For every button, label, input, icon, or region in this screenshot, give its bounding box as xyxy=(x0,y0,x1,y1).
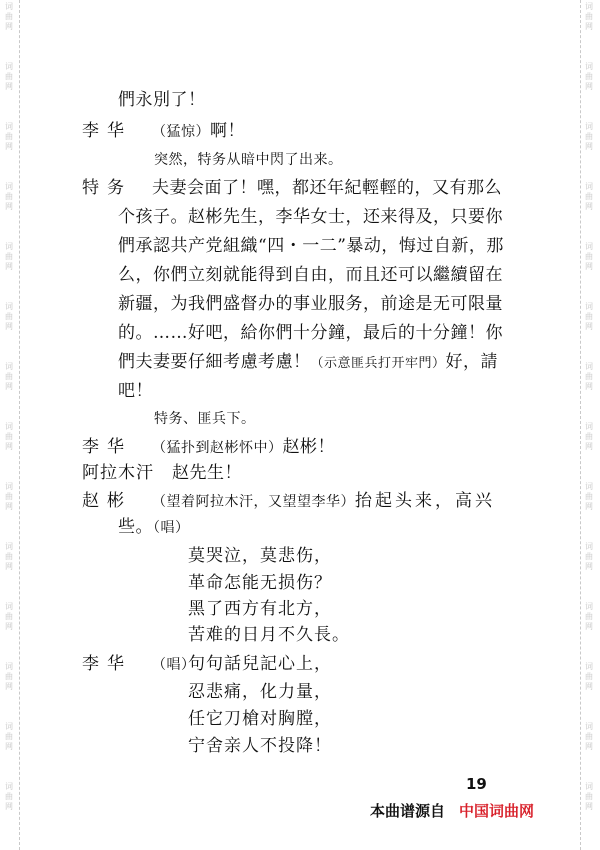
dialogue-line xyxy=(118,351,498,375)
dialogue-line: 的。……好吧，給你們十分鐘，最后的十分鐘！你 xyxy=(118,323,503,343)
dialogue-line: 吧！ xyxy=(118,381,153,401)
watermark-text: 词曲网 xyxy=(585,122,593,151)
watermark-text: 词曲网 xyxy=(5,122,13,151)
dialogue-line xyxy=(118,516,190,539)
dialogue-text: 們夫妻要仔細考慮考慮！ xyxy=(118,352,311,372)
dialogue-text: 好，請 xyxy=(445,352,499,372)
verse-line: 莫哭泣，莫悲伤， xyxy=(188,546,332,566)
verse-line: 革命怎能无损伤？ xyxy=(188,573,332,593)
watermark-text: 词曲网 xyxy=(585,2,593,31)
watermark-text: 词曲网 xyxy=(5,602,13,631)
watermark-text: 词曲网 xyxy=(5,542,13,571)
footer-site-link[interactable]: 中国词曲网 xyxy=(459,802,535,820)
watermark-text: 词曲网 xyxy=(5,422,13,451)
verse-line: 苦难的日月不久長。 xyxy=(188,625,350,645)
speaker-name: 特务 xyxy=(82,178,132,198)
speaker-name: 李华 xyxy=(82,654,132,674)
dialogue-line: 个孩子。赵彬先生，李华女士，还来得及，只要你 xyxy=(118,207,503,227)
left-margin-rule xyxy=(19,0,20,850)
dialogue-line: 們承認共产党組織“四・一二”暴动，悔过自新，那 xyxy=(118,236,504,256)
verse-line: 任它刀槍对胸膛， xyxy=(188,709,332,729)
dialogue-text: 些。 xyxy=(118,517,153,537)
watermark-text: 词曲网 xyxy=(5,482,13,511)
right-watermark-margin xyxy=(578,0,600,850)
dialogue-line: 赵先生！ xyxy=(172,463,242,483)
dialogue-line xyxy=(152,120,245,143)
verse-line: 宁舍亲人不投降！ xyxy=(188,736,332,756)
stage-direction: 特务、匪兵下。 xyxy=(154,411,256,427)
dialogue-line: 們永別了！ xyxy=(118,90,206,110)
watermark-text: 词曲网 xyxy=(5,182,13,211)
speaker-name: 赵彬 xyxy=(82,491,132,511)
verse-line: 句句話兒記心上， xyxy=(188,654,332,674)
dialogue-line: 新疆，为我們盛督办的事业服务，前途是无可限量 xyxy=(118,294,503,314)
dialogue-text: 抬起头来，高兴 xyxy=(355,491,495,511)
left-watermark-margin xyxy=(0,0,22,850)
dialogue-line xyxy=(152,436,335,459)
watermark-text: 词曲网 xyxy=(585,782,593,811)
watermark-text: 词曲网 xyxy=(5,362,13,391)
watermark-text: 词曲网 xyxy=(585,662,593,691)
watermark-text: 词曲网 xyxy=(5,722,13,751)
watermark-text: 词曲网 xyxy=(585,302,593,331)
dialogue-text: 赵彬！ xyxy=(282,437,335,457)
watermark-text: 词曲网 xyxy=(585,722,593,751)
right-margin-rule xyxy=(580,0,581,850)
watermark-text: 词曲网 xyxy=(585,602,593,631)
source-footer xyxy=(370,800,534,821)
dialogue-line: 夫妻会面了！嘿，都还年紀輕輕的，又有那么 xyxy=(152,178,502,198)
speaker-name: 李华 xyxy=(82,437,132,457)
watermark-text: 词曲网 xyxy=(5,242,13,271)
stage-direction: （猛惊） xyxy=(152,124,210,140)
page-number: 19 xyxy=(466,775,487,793)
stage-direction: （猛扑到赵彬怀中） xyxy=(152,440,283,456)
dialogue-text: 啊！ xyxy=(210,121,245,141)
watermark-text: 词曲网 xyxy=(5,302,13,331)
watermark-text: 词曲网 xyxy=(585,362,593,391)
watermark-text: 词曲网 xyxy=(585,542,593,571)
stage-direction: 突然，特务从暗中閃了出来。 xyxy=(154,152,343,168)
verse-line: 忍悲痛，化力量， xyxy=(188,682,332,702)
watermark-text: 词曲网 xyxy=(5,782,13,811)
watermark-text: 词曲网 xyxy=(5,662,13,691)
watermark-text: 词曲网 xyxy=(585,182,593,211)
dialogue-line: 么，你們立刻就能得到自由，而且还可以繼續留在 xyxy=(118,265,503,285)
verse-line: 黑了西方有北方， xyxy=(188,599,332,619)
watermark-text: 词曲网 xyxy=(585,482,593,511)
stage-direction: （望着阿拉木汗，又望望李华） xyxy=(152,494,355,510)
stage-direction: （唱） xyxy=(152,657,196,673)
dialogue-line xyxy=(152,490,495,513)
footer-source-label: 本曲谱源自 xyxy=(370,802,446,820)
watermark-text: 词曲网 xyxy=(585,62,593,91)
stage-direction: （示意匪兵打开牢門） xyxy=(310,356,446,371)
watermark-text: 词曲网 xyxy=(5,62,13,91)
watermark-text: 词曲网 xyxy=(585,242,593,271)
stage-direction: （唱） xyxy=(153,520,190,536)
watermark-text: 词曲网 xyxy=(5,2,13,31)
speaker-name: 阿拉木汗 xyxy=(82,463,154,483)
watermark-text: 词曲网 xyxy=(585,422,593,451)
speaker-name: 李华 xyxy=(82,121,132,141)
